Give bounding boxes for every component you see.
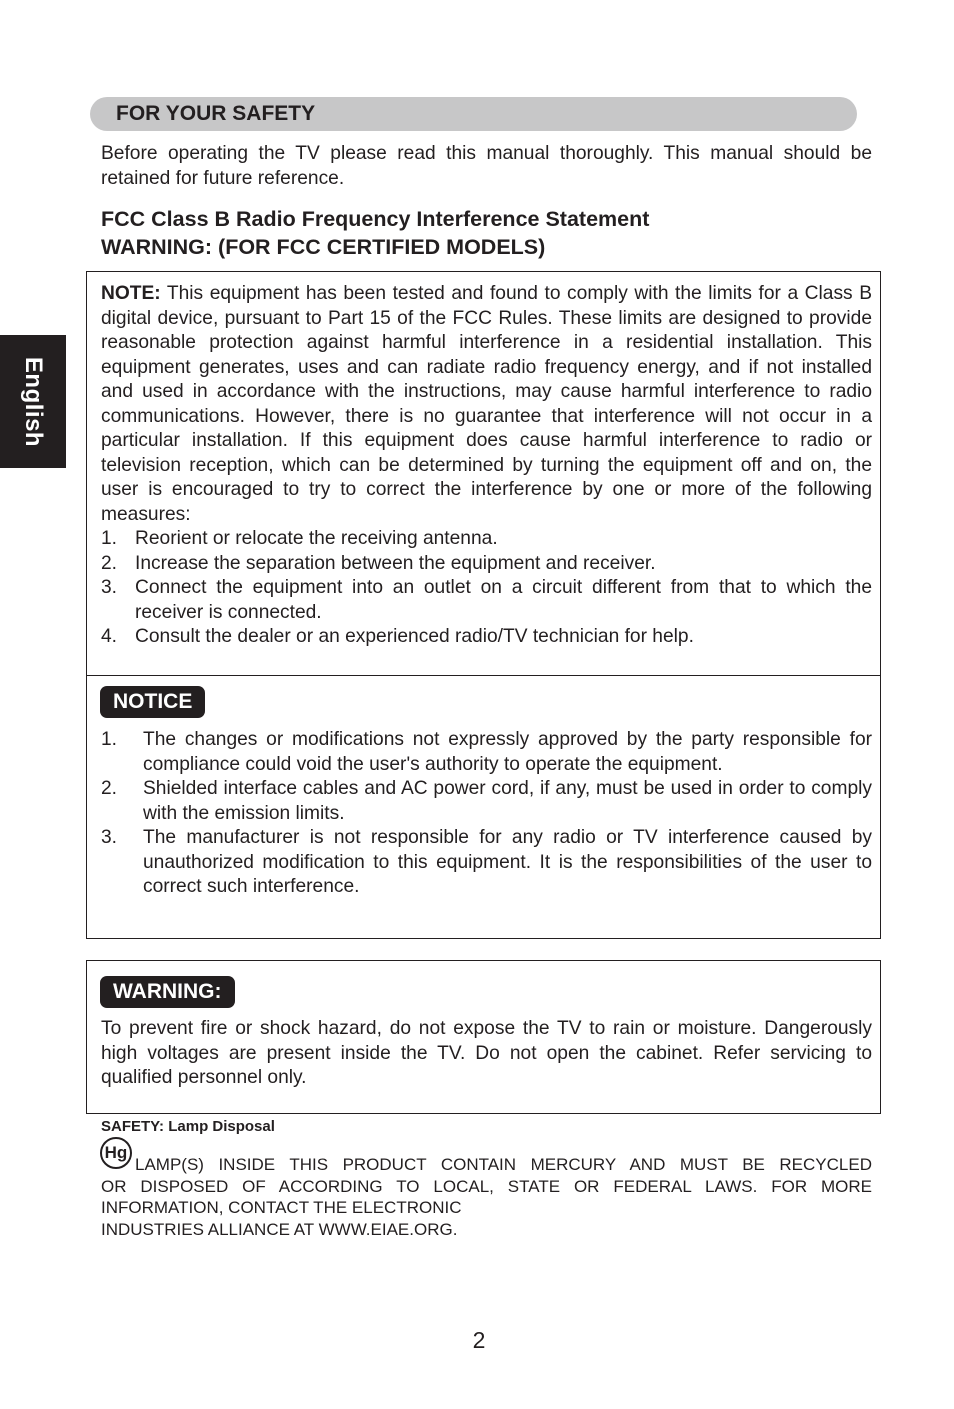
- warning-box: [86, 960, 881, 1114]
- page-number: 2: [472, 1327, 486, 1353]
- notice-list: [101, 728, 872, 900]
- list-item-text: Reorient or relocate the receiving antenna.: [135, 528, 498, 549]
- lamp-disposal-text: [101, 1154, 872, 1240]
- list-item: [101, 728, 872, 777]
- list-item-number: 3.: [101, 577, 118, 598]
- fcc-heading-line2: WARNING: (FOR FCC CERTIFIED MODELS): [101, 235, 546, 259]
- lamp-disposal-title: SAFETY: Lamp Disposal: [101, 1118, 275, 1135]
- language-tab-label: English: [20, 356, 47, 447]
- note-text: This equipment has been tested and found to comply with the limits for a Class B digital device, pursuant to Part 15 of the FCC Rules. These limits are designed to provide reasonable protection against harmful interference in a residential installation. This equipment generates, uses and can radiate radio frequency energy, and if not installed and used in accordance with the instructions, may cause harmful interference to radio communications. However, there is no guarantee that interference will not occur in a particular installation. If this equipment does cause harmful interference to radio or television reception, which can be determined by turning the equipment off and on, the user is encouraged to try to correct the interference by one or more of the following measures:: [101, 283, 872, 525]
- lamp-text-line: INFORMATION, CONTACT THE ELECTRONIC: [101, 1198, 462, 1217]
- list-item-text: Consult the dealer or an experienced radio/TV technician for help.: [135, 626, 694, 647]
- lamp-text-line: INDUSTRIES ALLIANCE AT WWW.EIAE.ORG.: [101, 1219, 458, 1239]
- list-item-text: Increase the separation between the equipment and receiver.: [135, 552, 656, 574]
- list-item-text: The changes or modifications not expressly approved by the party responsible for compliance could void the user's authority to operate the equipment.: [143, 729, 872, 775]
- warning-badge: WARNING:: [100, 976, 235, 1008]
- list-item-number: 2.: [101, 778, 118, 799]
- list-item-number: 4.: [101, 626, 118, 647]
- list-item: [101, 625, 872, 650]
- fcc-heading: [101, 205, 881, 261]
- list-item-number: 1.: [101, 729, 118, 750]
- note-paragraph: [101, 282, 872, 527]
- list-item-text: Shielded interface cables and AC power cord, if any, must be used in order to comply with the emission limits.: [143, 778, 872, 824]
- mercury-hg-icon: Hg: [100, 1137, 132, 1169]
- list-item: [101, 552, 872, 577]
- list-item-text: Connect the equipment into an outlet on a circuit different from that to which the receiver is connected.: [135, 577, 872, 623]
- list-item-number: 3.: [101, 827, 118, 848]
- list-item: [101, 576, 872, 625]
- list-item-number: 2.: [101, 552, 118, 574]
- section-header: [90, 97, 857, 131]
- list-item: [101, 777, 872, 826]
- note-label: NOTE:: [101, 283, 161, 304]
- list-item-text: The manufacturer is not responsible for any radio or TV interference caused by unauthorized modification to this equipment. It is the responsibilities of the user to correct such interference.: [143, 827, 872, 897]
- lamp-text-line: LAMP(S) INSIDE THIS PRODUCT CONTAIN MERCURY AND MUST BE RECYCLED: [135, 1155, 872, 1174]
- notice-badge: NOTICE: [100, 686, 205, 718]
- list-item-number: 1.: [101, 528, 118, 549]
- measures-list: [101, 527, 872, 650]
- section-title: FOR YOUR SAFETY: [116, 102, 316, 125]
- intro-paragraph: Before operating the TV please read this manual thoroughly. This manual should be retained for future reference.: [101, 143, 872, 189]
- list-item: [101, 826, 872, 900]
- list-item: [101, 527, 872, 552]
- fcc-note-box: [86, 271, 881, 676]
- notice-box: [86, 675, 881, 939]
- language-tab: [0, 335, 66, 468]
- fcc-heading-line1: FCC Class B Radio Frequency Interference Statement: [101, 207, 650, 231]
- lamp-text-line: OR DISPOSED OF ACCORDING TO LOCAL, STATE OR FEDERAL LAWS. FOR MORE: [101, 1176, 872, 1196]
- warning-text: To prevent fire or shock hazard, do not expose the TV to rain or moisture. Dangerously high voltages are present inside the TV. Do not open the cabinet. Refer servicing to qualified personnel only.: [101, 1018, 872, 1088]
